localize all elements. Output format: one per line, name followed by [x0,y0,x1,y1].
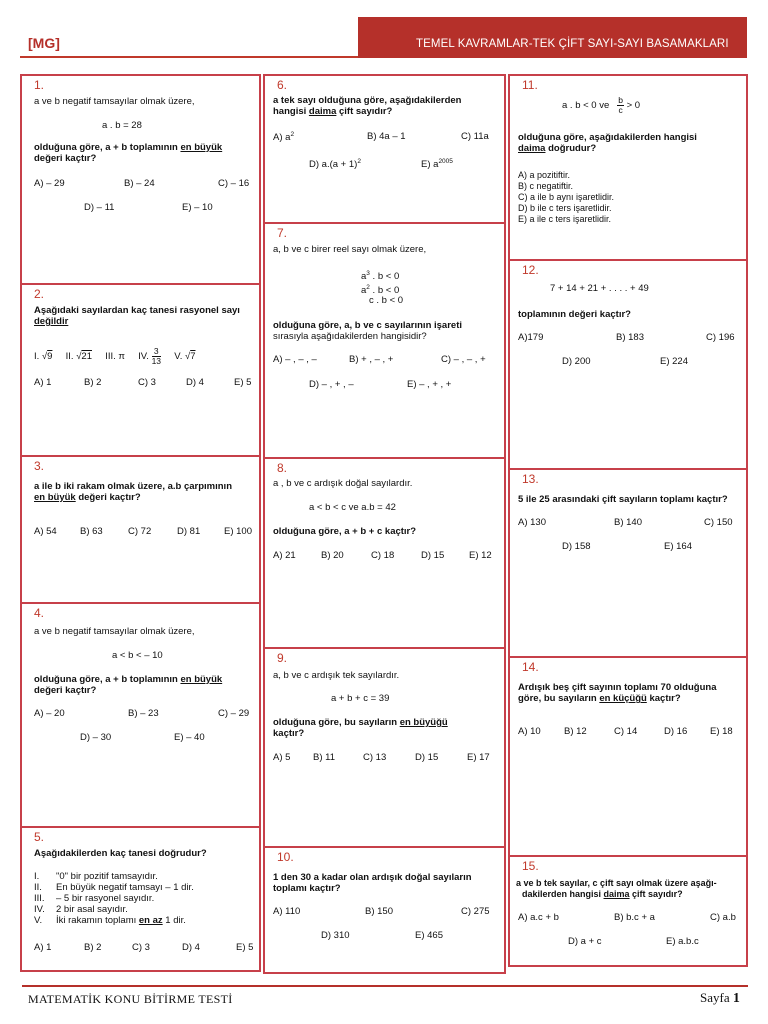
option-c[interactable]: C) 72 [128,526,152,537]
question-9-box [263,647,506,848]
footer-title: MATEMATİK KONU BİTİRME TESTİ [28,992,233,1006]
question-1-box [20,74,261,285]
option-c[interactable]: C) – 16 [218,178,250,189]
statement-5: V. İki rakamın toplamı en az 1 dir. [34,915,186,926]
option-b[interactable]: B) – 23 [128,708,159,719]
question-text: değeri kaçtır? [34,685,97,696]
option-c[interactable]: C) 196 [706,332,735,343]
question-text: toplamı kaçtır? [273,883,341,894]
option-c[interactable]: C) a ile b aynı işaretlidir. [518,192,615,202]
statement-2: II. En büyük negatif tamsayı – 1 dir. [34,882,194,893]
option-e[interactable]: E) $a^{2005}$ [421,158,453,171]
question-2-box [20,283,261,457]
option-e[interactable]: E) 224 [660,356,688,367]
option-b[interactable]: B) 4a – 1 [367,131,406,142]
option-e[interactable]: E) 18 [710,726,733,737]
option-c[interactable]: C) – , – , + [441,354,486,365]
question-text: Aşağıdaki sayılardan kaç tanesi rasyonel sayı [34,305,240,316]
option-e[interactable]: E) 164 [664,541,692,552]
option-c[interactable]: C) 3 [132,942,150,953]
option-a[interactable]: A) a.c + b [518,912,559,923]
option-a[interactable]: A) – , – , – [273,354,317,365]
option-e[interactable]: E) – 10 [182,202,213,213]
option-b[interactable]: B) 20 [321,550,344,561]
option-b[interactable]: B) c negatiftir. [518,181,574,191]
option-b[interactable]: B) 140 [614,517,642,528]
option-d[interactable]: D) – , + , – [309,379,354,390]
inequality-3: c . b < 0 [369,295,404,306]
option-a[interactable]: A) 10 [518,726,541,737]
option-d[interactable]: D) – 11 [84,202,115,213]
question-14-box [508,656,748,857]
option-e[interactable]: E) 100 [224,526,252,537]
question-4-box [20,602,261,828]
option-d[interactable]: D) a + c [568,936,602,947]
option-d[interactable]: D) 200 [562,356,591,367]
option-d[interactable]: D) – 30 [80,732,112,743]
option-e[interactable]: E) 5 [234,377,252,388]
option-e[interactable]: E) a.b.c [666,936,699,947]
option-c[interactable]: C) 150 [704,517,733,528]
option-b[interactable]: B) 12 [564,726,587,737]
option-b[interactable]: B) 2 [84,942,102,953]
question-text: sırasıyla aşağıdakilerden hangisidir? [273,331,427,342]
option-a[interactable]: A) – 29 [34,178,65,189]
question-6-box [263,74,506,224]
question-equation: a . b = 28 [102,120,142,131]
header-divider [20,56,360,58]
option-c[interactable]: C) 11a [461,131,489,142]
option-e[interactable]: E) 12 [469,550,492,561]
option-a[interactable]: A) 21 [273,550,296,561]
page-number: Sayfa 1 [700,990,740,1006]
question-text: olduğuna göre, bu sayıların en büyüğü [273,717,448,728]
question-7-box [263,222,506,459]
question-text: olduğuna göre, a, b ve c sayılarının işareti [273,320,463,331]
option-d[interactable]: D) 158 [562,541,591,552]
question-number: 11. [522,78,538,92]
option-a[interactable]: A) 1 [34,377,52,388]
option-a[interactable]: A) 54 [34,526,57,537]
question-text: olduğuna göre, aşağıdakilerden hangisi [518,132,697,143]
question-number: 4. [34,606,45,620]
option-d[interactable]: D) 4 [186,377,204,388]
question-number: 5. [34,830,45,844]
option-d[interactable]: D) 4 [182,942,200,953]
option-a[interactable]: A)179 [518,332,544,343]
option-c[interactable]: C) 14 [614,726,638,737]
question-number: 8. [277,461,288,475]
option-c[interactable]: C) a.b [710,912,736,923]
option-b[interactable]: B) + , – , + [349,354,394,365]
option-c[interactable]: C) 13 [363,752,387,763]
question-13-box [508,468,748,658]
question-text: a, b ve c birer reel sayı olmak üzere, [273,244,427,255]
question-text: a, b ve c ardışık tek sayılardır. [273,670,400,681]
question-text: değeri kaçtır? [34,153,97,164]
question-number: 13. [522,472,539,486]
option-a[interactable]: A) 110 [273,906,301,917]
option-a[interactable]: A) – 20 [34,708,65,719]
question-text: dakilerden hangisi daima çift sayıdır? [522,889,683,899]
question-text: kaçtır? [273,728,305,739]
question-12-box [508,259,748,470]
question-text: Aşağıdakilerden kaç tanesi doğrudur? [34,848,207,859]
question-text: daima doğrudur? [518,143,597,154]
question-text: toplamının değeri kaçtır? [518,309,631,320]
question-text: 5 ile 25 arasındaki çift sayıların toplamı kaçtır? [518,494,728,505]
option-b[interactable]: B) 11 [313,752,336,763]
option-b[interactable]: B) b.c + a [614,912,655,923]
statement-4: IV. 2 bir asal sayıdır. [34,904,128,915]
question-equation: 7 + 14 + 21 + . . . . + 49 [550,283,649,294]
option-a[interactable]: A) $a^2$ [273,131,295,144]
option-e[interactable]: E) 17 [467,752,490,763]
option-d[interactable]: D) 15 [415,752,439,763]
question-5-box [20,826,261,972]
question-equation: a < b < c ve a.b = 42 [309,502,396,513]
option-e[interactable]: E) 5 [236,942,254,953]
question-text: 1 den 30 a kadar olan ardışık doğal sayıların [273,872,472,883]
question-text: hangisi daima çift sayıdır? [273,106,393,117]
option-e[interactable]: E) a ile c ters işaretlidir. [518,214,612,224]
question-text: olduğuna göre, a + b toplamının en büyük [34,674,223,685]
question-text: a , b ve c ardışık doğal sayılardır. [273,478,413,489]
inequality-2: $a^2$ . b < 0 [361,284,400,297]
question-text: a ve b negatif tamsayılar olmak üzere, [34,96,195,107]
question-number: 9. [277,651,288,665]
inequality-1: $a^3$ . b < 0 [361,270,400,283]
option-a[interactable]: A) a pozitiftir. [518,170,571,180]
option-b[interactable]: B) 63 [80,526,103,537]
question-text: göre, bu sayıların en küçüğü kaçtır? [518,693,681,704]
option-d[interactable]: D) 16 [664,726,688,737]
footer-divider [22,985,748,987]
question-number: 3. [34,459,45,473]
header-title: TEMEL KAVRAMLAR-TEK ÇİFT SAYI-SAYI BASAMAKLARI [416,38,729,50]
option-a[interactable]: A) 130 [518,517,546,528]
header-code: [MG] [28,35,60,51]
question-text: olduğuna göre, a + b + c kaçtır? [273,526,417,537]
question-number: 14. [522,660,539,674]
option-a[interactable]: A) 1 [34,942,52,953]
question-number: 2. [34,287,45,301]
option-c[interactable]: C) 275 [461,906,490,917]
question-text: Ardışık beş çift sayının toplamı 70 olduğuna [518,682,717,693]
statement-1: I. "0" bir pozitif tamsayıdır. [34,871,158,882]
question-text: değildir [34,316,69,327]
option-c[interactable]: C) – 29 [218,708,250,719]
question-text: a ile b iki rakam olmak üzere, a.b çarpımının [34,481,232,492]
question-8-box [263,457,506,649]
option-d[interactable]: D) 81 [177,526,201,537]
question-number: 6. [277,78,288,92]
question-15-box [508,855,748,967]
question-11-box [508,74,748,261]
question-equation: a + b + c = 39 [331,693,390,704]
question-text: a ve b negatif tamsayılar olmak üzere, [34,626,195,637]
option-b[interactable]: B) 2 [84,377,102,388]
option-d[interactable]: D) 310 [321,930,350,941]
statement-3: III. – 5 bir rasyonel sayıdır. [34,893,155,904]
question-number: 12. [522,263,539,277]
option-e[interactable]: E) – , + , + [407,379,452,390]
option-c[interactable]: C) 18 [371,550,395,561]
option-b[interactable]: B) 150 [365,906,393,917]
question-text: a tek sayı olduğuna göre, aşağıdakilerden [273,95,462,106]
option-b[interactable]: B) – 24 [124,178,155,189]
option-d[interactable]: D) 15 [421,550,445,561]
option-b[interactable]: B) 183 [616,332,644,343]
question-10-box [263,846,506,974]
question-equation: a . b < 0 ve $\frac{b}{c}$ > 0 [562,95,641,115]
question-number: 15. [522,859,539,873]
option-e[interactable]: E) 465 [415,930,443,941]
question-equation: a < b < – 10 [112,650,163,661]
option-a[interactable]: A) 5 [273,752,291,763]
question-number: 10. [277,850,294,864]
question-text: en büyük değeri kaçtır? [34,492,141,503]
option-c[interactable]: C) 3 [138,377,156,388]
question-3-box [20,455,261,604]
option-d[interactable]: D) $a.(a + 1)^2$ [309,158,361,171]
roman-list: I. √9 II. √21 III. π IV. $\frac{3}{13}$ V. √7 [34,346,196,366]
question-number: 7. [277,226,288,240]
option-d[interactable]: D) b ile c ters işaretlidir. [518,203,612,213]
question-text: olduğuna göre, a + b toplamının en büyük [34,142,223,153]
question-text: a ve b tek sayılar, c çift sayı olmak üzere aşağı- [516,878,717,888]
option-e[interactable]: E) – 40 [174,732,205,743]
question-number: 1. [34,78,45,92]
